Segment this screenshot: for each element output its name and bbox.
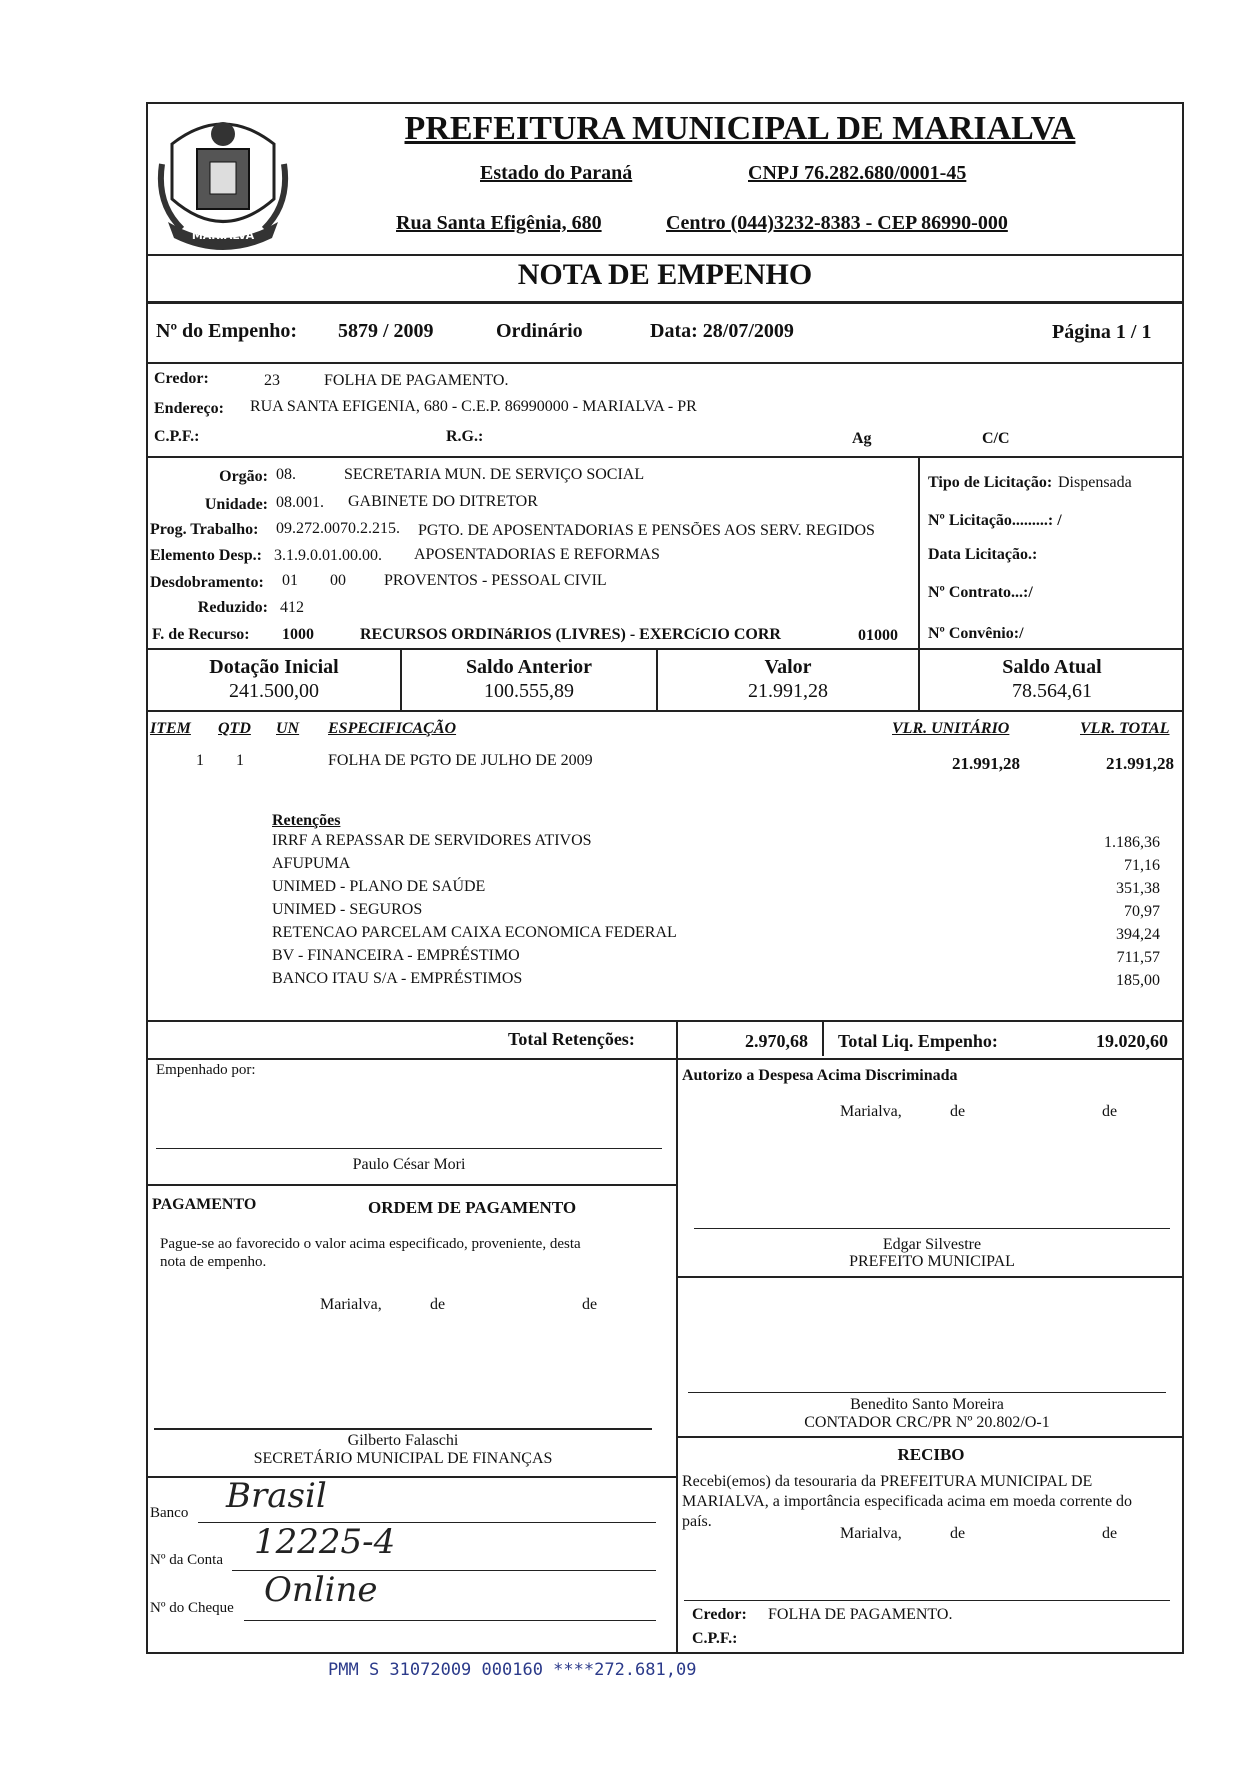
retencao-value: 1.186,36: [1104, 834, 1160, 851]
empenho-type: Ordinário: [496, 320, 583, 342]
licitacao-type: Dispensada: [1058, 474, 1132, 491]
divider: [676, 1020, 678, 1058]
retencao-label: BANCO ITAU S/A - EMPRÉSTIMOS: [272, 970, 523, 987]
divider: [146, 301, 1184, 304]
conta-label: Nº da Conta: [150, 1552, 223, 1568]
retencao-value: 394,24: [1116, 926, 1160, 943]
contador-name: Benedito Santo Moreira: [850, 1396, 1004, 1413]
licitacao-number: Nº Licitação.........: /: [928, 512, 1062, 529]
recurso-code: 1000: [282, 626, 314, 643]
saldo-atual-value: 78.564,61: [1012, 680, 1092, 702]
contador-title: CONTADOR CRC/PR Nº 20.802/O-1: [804, 1414, 1050, 1431]
prog-code: 09.272.0070.2.215.: [276, 520, 400, 537]
valor-label: Valor: [764, 656, 812, 678]
retencao-label: AFUPUMA: [272, 855, 351, 872]
unidade-name: GABINETE DO DITRETOR: [348, 493, 538, 510]
unidade-label: Unidade:: [204, 496, 268, 513]
unidade-code: 08.001.: [276, 494, 324, 511]
divider: [918, 456, 920, 648]
retencao-value: 71,16: [1124, 857, 1160, 874]
prefeito-name: Edgar Silvestre: [882, 1236, 982, 1253]
reduzido-label: Reduzido:: [197, 599, 268, 616]
dotacao-inicial-label: Dotação Inicial: [209, 656, 339, 678]
retencao-label: IRRF A REPASSAR DE SERVIDORES ATIVOS: [272, 832, 592, 849]
cheque-handwritten: Online: [264, 1570, 378, 1610]
logo-lettering: MARIALVA: [191, 229, 255, 242]
recibo-title: RECIBO: [897, 1445, 965, 1464]
signature-line: [684, 1600, 1170, 1601]
retencao-label: BV - FINANCEIRA - EMPRÉSTIMO: [272, 947, 520, 964]
de-label: de: [950, 1103, 966, 1120]
signature-line: [156, 1148, 662, 1149]
licitacao-date-label: Data Licitação.:: [928, 546, 1038, 563]
saldo-anterior-value: 100.555,89: [484, 680, 574, 702]
recibo-cpf-label: C.P.F.:: [692, 1630, 738, 1647]
municipality-title: PREFEITURA MUNICIPAL DE MARIALVA: [404, 110, 1076, 147]
desdobramento-label: Desdobramento:: [150, 574, 264, 591]
elemento-label: Elemento Desp.:: [150, 547, 262, 564]
orgao-name: SECRETARIA MUN. DE SERVIÇO SOCIAL: [344, 466, 645, 483]
reduzido-code: 412: [280, 599, 304, 616]
de-label: de: [1102, 1103, 1118, 1120]
cheque-label: Nº do Cheque: [150, 1600, 234, 1616]
empenho-label: Nº do Empenho:: [156, 320, 298, 342]
divider: [676, 1276, 1184, 1278]
orgao-label: Orgão:: [219, 468, 268, 485]
empenhado-por-name: Paulo César Mori: [352, 1156, 466, 1173]
orgao-code: 08.: [276, 466, 296, 483]
col-total-value: VLR. TOTAL: [1080, 720, 1170, 737]
col-unit-value: VLR. UNITÁRIO: [892, 720, 1010, 737]
empenho-date: Data: 28/07/2009: [650, 320, 794, 342]
de-label: de: [1102, 1525, 1118, 1542]
retencao-value: 185,00: [1116, 972, 1160, 989]
retencoes-title: Retenções: [272, 812, 341, 829]
desdobramento-b: 00: [330, 572, 346, 589]
rg-label: R.G.:: [446, 428, 484, 445]
account-label: C/C: [982, 430, 1010, 447]
field-line: [244, 1620, 656, 1621]
conta-handwritten: 12225-4: [254, 1522, 396, 1562]
agency-label: Ag: [852, 430, 872, 447]
pagamento-title: PAGAMENTO: [152, 1196, 257, 1213]
signature-line: [688, 1392, 1166, 1393]
retencao-label: RETENCAO PARCELAM CAIXA ECONOMICA FEDERAL: [272, 924, 677, 941]
prog-label: Prog. Trabalho:: [150, 521, 259, 538]
divider: [146, 456, 1184, 458]
elemento-name: APOSENTADORIAS E REFORMAS: [414, 546, 660, 563]
total-liquido-value: 19.020,60: [1096, 1031, 1168, 1051]
cpf-label: C.P.F.:: [154, 428, 200, 445]
divider: [146, 648, 1184, 650]
saldo-anterior-label: Saldo Anterior: [465, 656, 593, 678]
credor-label: Credor:: [154, 370, 209, 387]
divider: [146, 1184, 676, 1186]
recurso-label: F. de Recurso:: [152, 626, 250, 643]
saldo-atual-label: Saldo Atual: [1002, 656, 1102, 678]
retencao-value: 70,97: [1124, 903, 1160, 920]
col-item: ITEM: [150, 720, 191, 737]
pague-text-2: nota de empenho.: [160, 1254, 267, 1270]
contrato-number: Nº Contrato...:/: [928, 584, 1033, 601]
place: Marialva,: [840, 1525, 902, 1542]
prog-name: PGTO. DE APOSENTADORIAS E PENSÕES AOS SERV. REGIDOS: [418, 522, 875, 539]
street-address: Rua Santa Efigênia, 680: [396, 212, 602, 234]
elemento-code: 3.1.9.0.01.00.00.: [274, 547, 382, 564]
total-liquido-label: Total Liq. Empenho:: [838, 1031, 998, 1051]
secretario-name: Gilberto Falaschi: [347, 1432, 459, 1449]
recibo-credor-value: FOLHA DE PAGAMENTO.: [768, 1606, 953, 1623]
retencao-label: UNIMED - SEGUROS: [272, 901, 423, 918]
convenio-number: Nº Convênio:/: [928, 625, 1024, 642]
total-retencoes-label: Total Retenções:: [508, 1029, 635, 1049]
item-total-value: 21.991,28: [1106, 754, 1174, 773]
dotacao-inicial-value: 241.500,00: [229, 680, 319, 702]
retencao-value: 351,38: [1116, 880, 1160, 897]
desdobramento-name: PROVENTOS - PESSOAL CIVIL: [384, 572, 607, 589]
col-spec: ESPECIFICAÇÃO: [328, 720, 457, 737]
divider: [146, 1058, 1184, 1060]
de-label: de: [430, 1296, 446, 1313]
credor-address: RUA SANTA EFIGENIA, 680 - C.E.P. 86990000 - MARIALVA - PR: [250, 398, 697, 415]
empenho-number: 5879 / 2009: [338, 320, 434, 342]
prefeito-title: PREFEITO MUNICIPAL: [849, 1253, 1015, 1270]
cnpj: CNPJ 76.282.680/0001-45: [748, 162, 967, 184]
place: Marialva,: [840, 1103, 902, 1120]
pague-text-1: Pague-se ao favorecido o valor acima especificado, proveniente, desta: [160, 1236, 581, 1252]
state-name: Estado do Paraná: [480, 162, 633, 184]
valor-value: 21.991,28: [748, 680, 828, 702]
autorizo-text: Autorizo a Despesa Acima Discriminada: [682, 1067, 958, 1084]
banco-handwritten: Brasil: [226, 1476, 327, 1516]
signature-line: [694, 1228, 1170, 1229]
item-unit-value: 21.991,28: [952, 754, 1020, 773]
recibo-text-1: Recebi(emos) da tesouraria da PREFEITURA MUNICIPAL DE: [682, 1473, 1093, 1490]
recurso-name: RECURSOS ORDINáRIOS (LIVRES) - EXERCíCIO CORR: [360, 626, 781, 643]
empenhado-por-label: Empenhado por:: [156, 1062, 256, 1078]
retencao-value: 711,57: [1116, 949, 1160, 966]
recibo-credor-label: Credor:: [692, 1606, 747, 1623]
address-label: Endereço:: [154, 400, 224, 417]
secretario-title: SECRETÁRIO MUNICIPAL DE FINANÇAS: [253, 1450, 553, 1467]
credor-name: FOLHA DE PAGAMENTO.: [324, 372, 509, 389]
col-un: UN: [276, 720, 300, 737]
recurso-code-2: 01000: [858, 627, 898, 644]
divider: [146, 1020, 1184, 1022]
divider: [676, 1058, 678, 1654]
payment-stamp: PMM S 31072009 000160 ****272.681,09: [328, 1660, 697, 1680]
item-qtd: 1: [236, 752, 244, 769]
de-label: de: [950, 1525, 966, 1542]
municipal-coat-of-arms: [152, 104, 294, 254]
place: Marialva,: [320, 1296, 382, 1313]
ordem-pagamento-title: ORDEM DE PAGAMENTO: [368, 1198, 577, 1217]
divider: [146, 362, 1184, 364]
signature-line: [154, 1428, 652, 1430]
col-qtd: QTD: [218, 720, 251, 737]
divider: [146, 254, 1184, 256]
divider: [676, 1436, 1184, 1438]
total-retencoes-value: 2.970,68: [745, 1031, 808, 1051]
credor-code: 23: [264, 372, 280, 389]
desdobramento-a: 01: [282, 572, 298, 589]
recibo-text-3: país.: [682, 1513, 712, 1530]
de-label: de: [582, 1296, 598, 1313]
licitacao-type-label: Tipo de Licitação:: [928, 474, 1053, 491]
banco-label: Banco: [150, 1505, 189, 1521]
retencao-label: UNIMED - PLANO DE SAÚDE: [272, 878, 486, 895]
document-title: NOTA DE EMPENHO: [517, 258, 813, 291]
divider: [822, 1022, 824, 1056]
recibo-text-2: MARIALVA, a importância especificada acima em moeda corrente do: [682, 1493, 1133, 1510]
district-phone-cep: Centro (044)3232-8383 - CEP 86990-000: [666, 212, 1008, 234]
item-number: 1: [196, 752, 204, 769]
page-number: Página 1 / 1: [1052, 321, 1152, 343]
divider: [146, 710, 1184, 712]
item-spec: FOLHA DE PGTO DE JULHO DE 2009: [328, 752, 593, 769]
